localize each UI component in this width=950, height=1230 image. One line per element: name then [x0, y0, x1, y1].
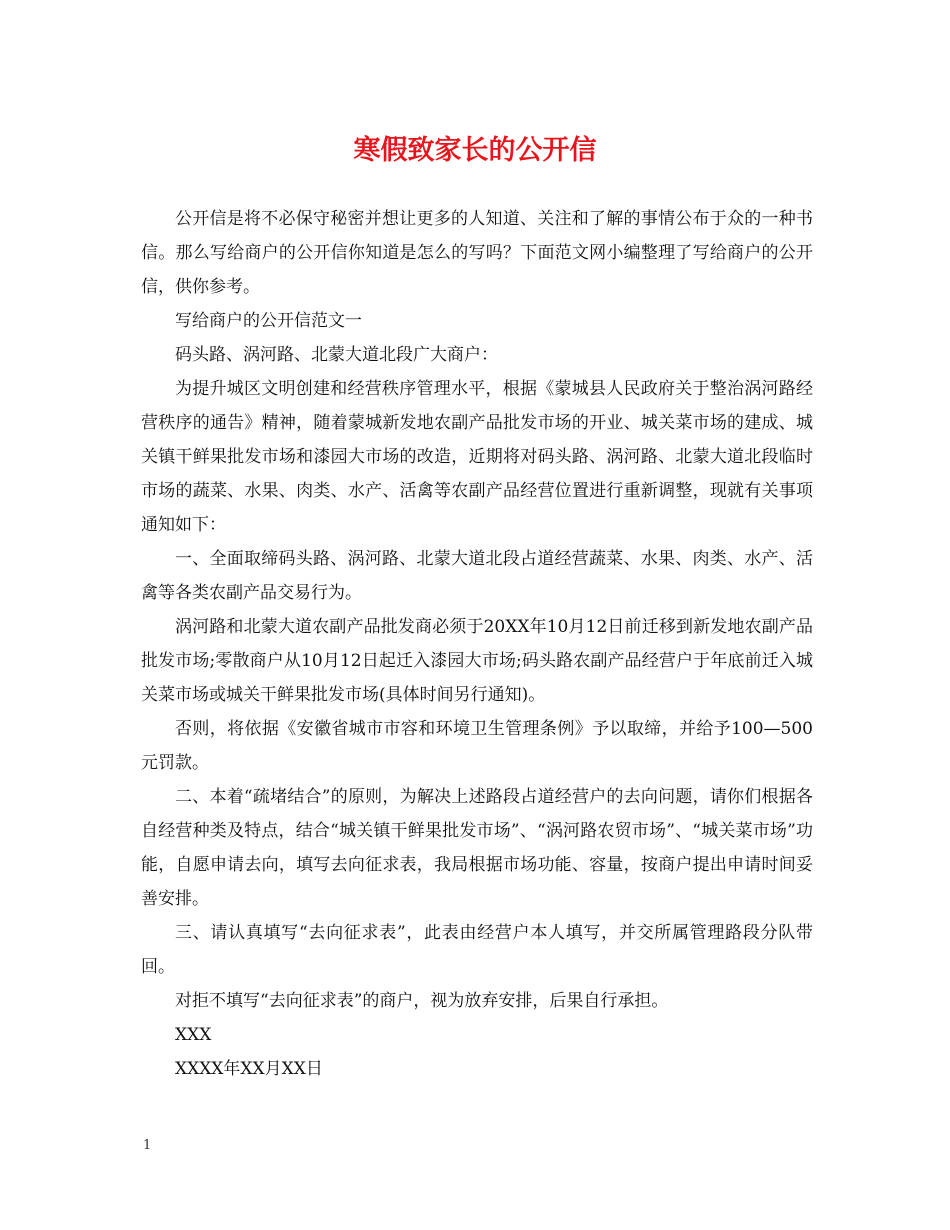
paragraph-relocation: 涡河路和北蒙大道农副产品批发商必须于20XX年10月12日前迁移到新发地农副产品批发市场;零散商户从10月12日起迁入漆园大市场;码头路农副产品经营户于年底前迁入城关菜市场或城关干鲜果批发市场(具体时间另行通知)。: [141, 617, 813, 705]
paragraph-refusal: 对拒不填写“去向征求表”的商户，视为放弃安排，后果自行承担。: [175, 991, 669, 1011]
signature-date: XXXX年XX月XX日: [175, 1059, 323, 1079]
paragraph-item-three: 三、请认真填写“去向征求表”，此表由经营户本人填写，并交所属管理路段分队带回。: [141, 923, 813, 977]
signature-name: XXX: [175, 1025, 212, 1045]
paragraph-salutation: 码头路、涡河路、北蒙大道北段广大商户：: [175, 345, 498, 365]
paragraph-intro: 公开信是将不必保守秘密并想让更多的人知道、关注和了解的事情公布于众的一种书信。那么写给商户的公开信你知道是怎么的写吗？下面范文网小编整理了写给商户的公开信，供你参考。: [141, 209, 813, 297]
paragraph-background: 为提升城区文明创建和经营秩序管理水平，根据《蒙城县人民政府关于整治涡河路经营秩序的通告》精神，随着蒙城新发地农副产品批发市场的开业、城关菜市场的建成、城关镇干鲜果批发市场和漆园大市场的改造，近期将对码头路、涡河路、北蒙大道北段临时市场的蔬菜、水果、肉类、水产、活禽等农副产品经营位置进行重新调整，现就有关事项通知如下：: [141, 379, 813, 535]
paragraph-penalty: 否则，将依据《安徽省城市市容和环境卫生管理条例》予以取缔，并给予100—500元罚款。: [141, 719, 813, 773]
document-title: 寒假致家长的公开信: [353, 135, 597, 166]
page-number: 1: [143, 1138, 152, 1153]
paragraph-item-two: 二、本着“疏堵结合”的原则，为解决上述路段占道经营户的去向问题，请你们根据各自经营种类及特点，结合“城关镇干鲜果批发市场”、“涡河路农贸市场”、“城关菜市场”功能，自愿申请去向，填写去向征求表，我局根据市场功能、容量，按商户提出申请时间妥善安排。: [141, 787, 813, 909]
paragraph-sample-heading: 写给商户的公开信范文一: [175, 311, 362, 331]
paragraph-item-one: 一、全面取缔码头路、涡河路、北蒙大道北段占道经营蔬菜、水果、肉类、水产、活禽等各类农副产品交易行为。: [141, 549, 813, 603]
document-body: [141, 202, 813, 1086]
